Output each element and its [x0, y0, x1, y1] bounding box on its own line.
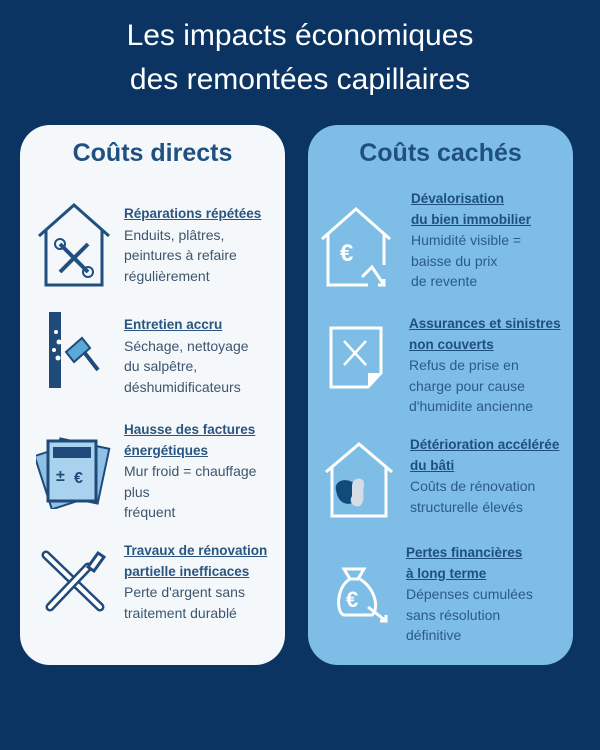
calculator-bills-icon: [36, 433, 112, 509]
item-title: Hausse des factures: [124, 422, 256, 437]
item-text: sans résolution: [406, 606, 501, 623]
list-item: [411, 189, 531, 292]
item-text: structurelle élevés: [410, 498, 523, 515]
wall-scraper-icon: [46, 312, 106, 388]
item-title: Détérioration accélérée: [410, 437, 560, 452]
item-title: du bien immobilier: [411, 211, 532, 227]
list-item: [410, 435, 559, 517]
item-text: Refus de prise en: [409, 357, 519, 373]
item-text: déshumidificateurs: [124, 378, 241, 395]
title-line: Les impacts économiques: [126, 19, 474, 52]
list-item: [124, 204, 261, 286]
document-x-icon: [328, 325, 388, 391]
item-title: du bâti: [410, 457, 455, 473]
item-title: non couverts: [409, 336, 494, 352]
item-title: à long terme: [406, 565, 487, 581]
item-text: définitive: [406, 627, 462, 643]
item-text: charge pour cause: [409, 377, 525, 394]
item-title: Assurances et sinistres: [409, 316, 561, 331]
item-text: Enduits, plâtres,: [124, 226, 225, 243]
item-text: Séchage, nettoyage: [124, 337, 249, 354]
list-item: [409, 314, 561, 417]
item-title: Réparations répétées: [124, 206, 262, 221]
item-text: fréquent: [124, 504, 176, 520]
direct-costs-card: [20, 125, 285, 665]
page-title: [0, 14, 600, 102]
title-line: des remontées capillaires: [129, 63, 471, 96]
item-title: Travaux de rénovation: [124, 543, 268, 558]
svg-text:€: €: [346, 587, 359, 612]
item-title: Dévalorisation: [411, 191, 505, 206]
money-bag-down-icon: [334, 563, 396, 625]
item-text: baisse du prix: [411, 252, 498, 269]
item-text: du salpêtre,: [124, 358, 198, 374]
hidden-costs-card: [308, 125, 573, 665]
item-text: d'humidite ancienne: [409, 398, 534, 414]
list-item: [124, 541, 267, 623]
item-text: peintures à refaire: [124, 247, 237, 263]
house-damp-icon: [324, 440, 394, 520]
item-text: Perte d'argent sans: [124, 584, 245, 600]
item-text: traitement durablé: [124, 604, 237, 621]
item-text: Coûts de rénovation: [410, 478, 536, 494]
item-text: Mur froid = chauffage: [124, 463, 257, 479]
item-title: partielle inefficaces: [124, 563, 250, 579]
item-text: de revente: [411, 273, 478, 289]
item-text: plus: [124, 483, 150, 500]
item-title: Pertes financières: [406, 545, 523, 560]
list-item: [406, 543, 533, 646]
item-title: énergétiques: [124, 442, 209, 458]
direct-costs-heading: Coûts directs: [72, 139, 233, 167]
svg-text:€: €: [74, 470, 83, 487]
svg-text:€: €: [340, 240, 354, 267]
house-euro-down-icon: [320, 205, 392, 291]
list-item: [124, 315, 249, 397]
item-text: Humidité visible =: [411, 232, 522, 248]
item-title: Entretien accru: [124, 317, 223, 332]
hidden-costs-heading: Coûts cachés: [359, 139, 522, 167]
svg-text:±: ±: [56, 468, 65, 485]
house-tools-icon: [36, 200, 112, 288]
wrench-screwdriver-icon: [38, 545, 110, 617]
list-item: [124, 420, 256, 523]
item-text: Dépenses cumulées: [406, 586, 533, 602]
item-text: régulièrement: [124, 267, 210, 284]
